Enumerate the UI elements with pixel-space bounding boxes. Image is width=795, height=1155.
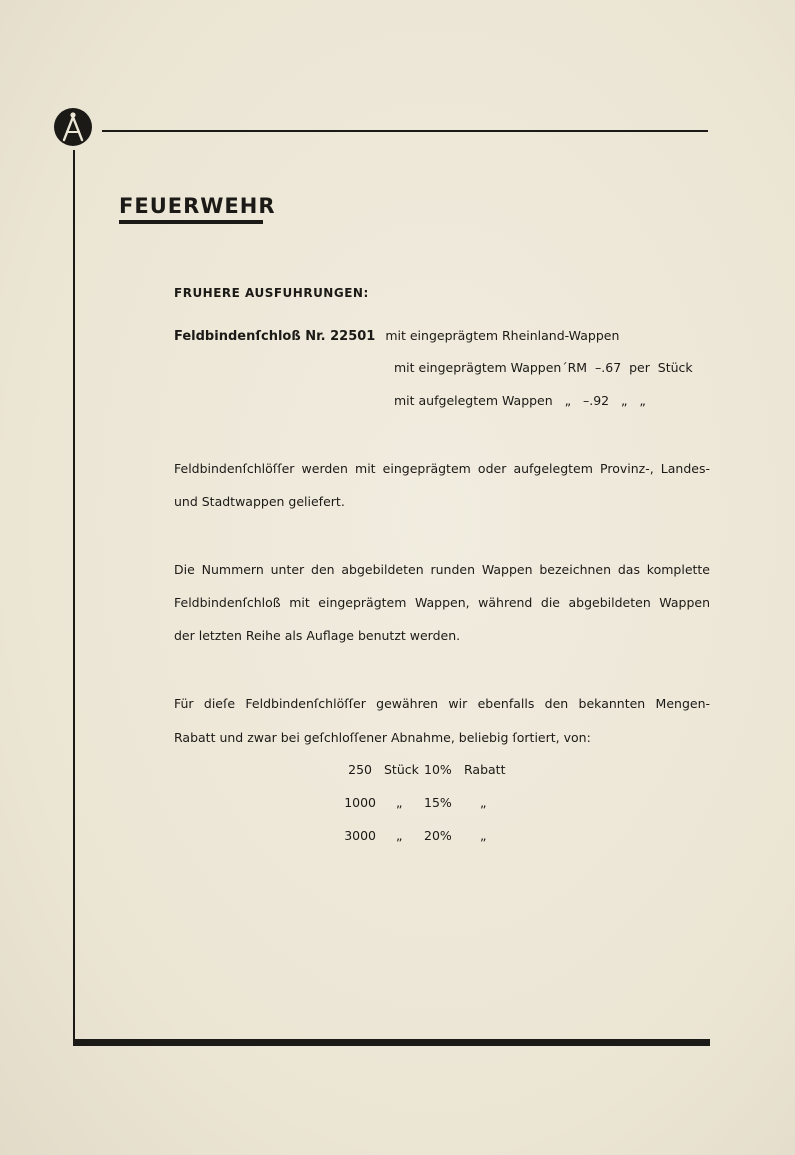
item-name: Feldbindenſchloß Nr. 22501 [174, 329, 376, 344]
item-description: mit eingeprägtem Rheinland-Wappen [385, 328, 620, 343]
paragraph-line: Feldbindenſchlöſſer werden mit eingeprägtem oder aufgelegtem Provinz-, Landes- [174, 461, 710, 476]
discount-percent: 10% [424, 762, 452, 777]
discount-label: Rabatt [464, 762, 506, 777]
discount-quantity: 250 [348, 762, 372, 777]
bottom-rule [73, 1039, 710, 1046]
price-line-embossed: mit eingeprägtem Wappen´RM –.67 per Stück [394, 360, 693, 375]
section-subheading: FRUHERE AUSFUHRUNGEN: [174, 286, 369, 300]
price-line-applied: mit aufgelegtem Wappen „ –.92 „ „ [394, 393, 646, 408]
discount-row [340, 828, 640, 846]
top-rule [102, 130, 708, 132]
paragraph-line: Feldbindenſchloß mit eingeprägtem Wappen, während die abgebildeten Wappen [174, 595, 710, 610]
page-title: FEUERWEHR [119, 193, 263, 224]
discount-row [340, 762, 640, 780]
paragraph-line: Für dieſe Feldbindenſchlöſſer gewähren wir ebenfalls den bekannten Mengen- [174, 696, 710, 711]
item-line [174, 328, 619, 345]
discount-unit: „ [396, 795, 403, 810]
discount-quantity: 3000 [344, 828, 376, 843]
discount-quantity: 1000 [344, 795, 376, 810]
discount-label: „ [480, 795, 487, 810]
left-rule [73, 150, 75, 1043]
discount-unit: Stück [384, 762, 419, 777]
discount-row [340, 795, 640, 813]
discount-unit: „ [396, 828, 403, 843]
discount-label: „ [480, 828, 487, 843]
discount-percent: 15% [424, 795, 452, 810]
discount-percent: 20% [424, 828, 452, 843]
paragraph-line: Die Nummern unter den abgebildeten runden Wappen bezeichnen das komplette [174, 562, 710, 577]
paragraph-line: und Stadtwappen geliefert. [174, 494, 345, 509]
compass-logo-icon [53, 107, 93, 147]
paragraph-line: Rabatt und zwar bei geſchloſſener Abnahme, beliebig ſortiert, von: [174, 730, 591, 745]
paragraph-line: der letzten Reihe als Auflage benutzt werden. [174, 628, 461, 643]
